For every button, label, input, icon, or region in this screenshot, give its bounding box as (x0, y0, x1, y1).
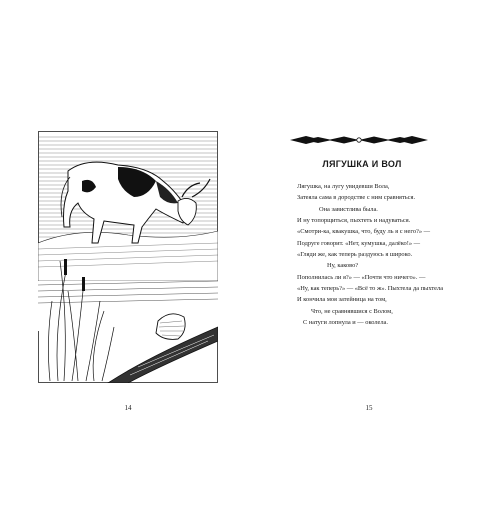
poem-line: И ну топорщиться, пыхтеть и надуваться. (297, 217, 411, 225)
ornamental-divider-icon (288, 135, 430, 145)
poem-line: И кончила моя затейница на том, (297, 296, 387, 304)
poem-line: «Ну, как теперь?» — «Всё то ж». Пыхтела да пыхтела (297, 285, 444, 293)
poem-line: Затеяла сама в дородстве с ним сравняться. (297, 194, 416, 202)
fable-title: ЛЯГУШКА И ВОЛ (322, 159, 402, 169)
poem-line: «Гляди же, как теперь раздуюсь я широко. (297, 251, 413, 259)
poem-line: Ну, каково? (327, 262, 359, 270)
poem-text (297, 181, 477, 328)
poem-line: С натуги лопнула и — околела. (303, 319, 388, 327)
poem-line: Что, не сравнявшися с Волом, (311, 307, 393, 315)
page-number-right: 15 (365, 404, 373, 412)
page-number-left: 14 (124, 404, 132, 412)
poem-line: Лягушка, на лугу увидевши Вола, (297, 183, 390, 190)
poem-line: «Смотри-ка, квакушка, что, буду ль я с него?» — (297, 228, 431, 236)
poem-line: Подруге говорит. «Нет, кумушка, далёко!» — (297, 239, 421, 247)
illustration-svg (38, 131, 218, 383)
poem-line: Пополнилась ли я?» — «Почти что ничего». — (297, 273, 426, 281)
ox-and-frog-illustration (38, 131, 218, 383)
poem-line: Она завистлива была. (319, 205, 378, 213)
